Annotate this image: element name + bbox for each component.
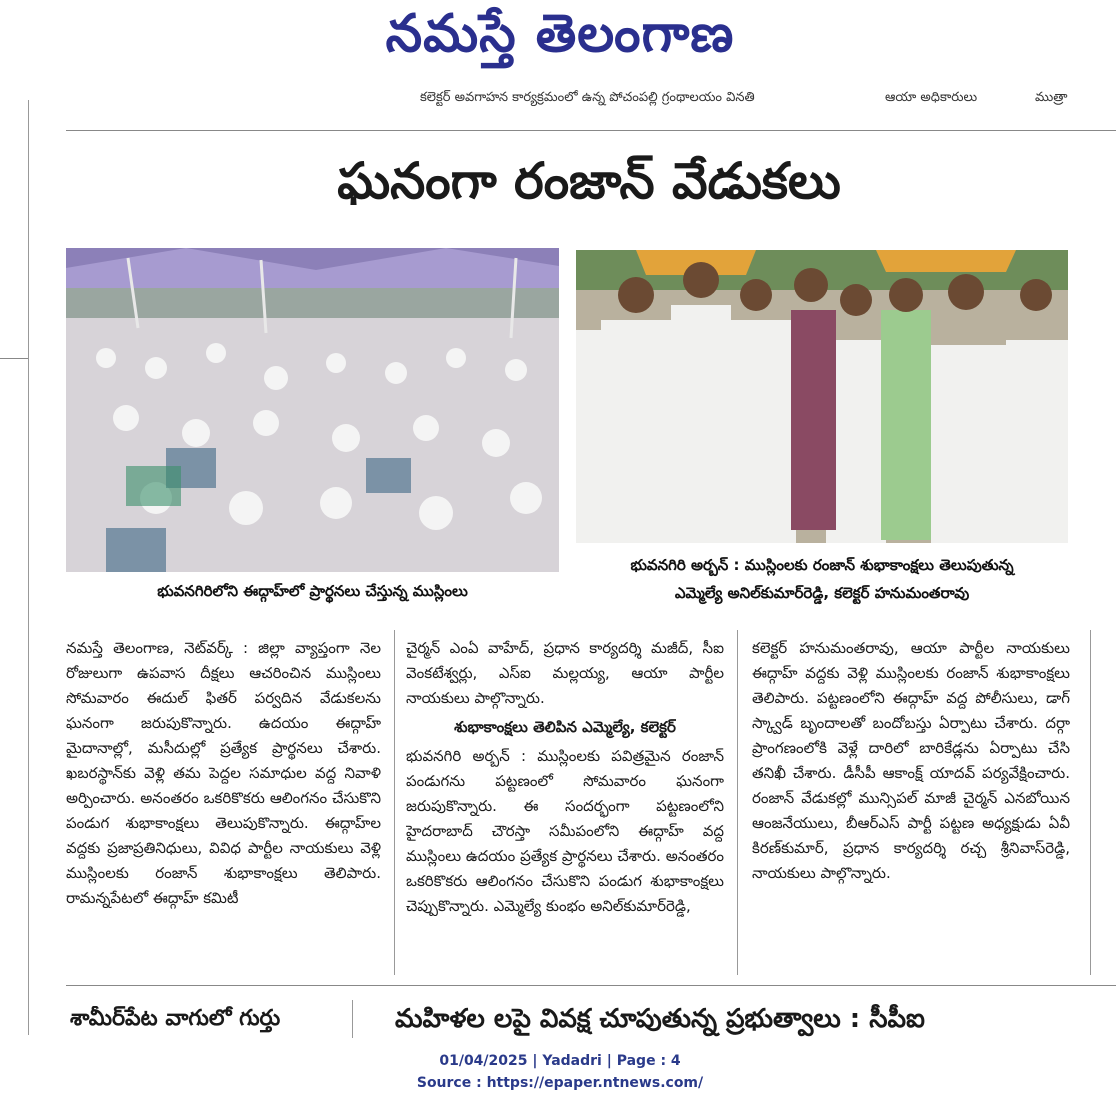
- article-headline: ఘనంగా రంజాన్ వేడుకలు: [337, 152, 841, 210]
- photo-left-caption: భువనగిరిలోని ఈద్గాహ్‌లో ప్రార్థనలు చేస్తున్న ముస్లింలు: [157, 582, 468, 600]
- footer-date-edition: 01/04/2025 | Yadadri | Page : 4: [439, 1053, 681, 1069]
- article-subheading: శుభాకాంక్షలు తెలిపిన ఎమ్మెల్యే, కలెక్టర్: [454, 718, 676, 736]
- teaser-3: ముత్రా: [1035, 90, 1068, 105]
- bottom-column-rule: [352, 1000, 353, 1038]
- article-column-3: [752, 636, 1070, 972]
- photo-right-caption-line2: ఎమ్మెల్యే అనిల్‌కుమార్‌రెడ్డి, కలెక్టర్ హనుమంతరావు: [674, 584, 970, 602]
- article-column-2: [406, 636, 724, 972]
- next-story-left-headline: శామీర్‌పేట వాగులో గుర్తు: [70, 1006, 281, 1031]
- photo-right-caption-line1: భువనగిరి అర్బన్ : ముస్లింలకు రంజాన్ శుభాకాంక్షలు తెలుపుతున్న: [630, 556, 1014, 574]
- group-photo-image: [576, 250, 1068, 543]
- footer-source: Source : https://epaper.ntnews.com/: [416, 1075, 704, 1091]
- column-1-text: నమస్తే తెలంగాణ, నెట్‌వర్క్ : జిల్లా వ్యాప్తంగా నెల రోజులుగా ఉపవాస దీక్షలు ఆచరించిన ముస్లింలు సోమవారం ఈదుల్ ఫితర్ పర్వదిన వేడుకలను ఘనంగా జరుపుకొన్నారు. ఉదయం ఈద్గాహ్ మైదానాల్లో, మసీదుల్లో ప్రత్యేక ప్రార్థనలు చేశారు. ఖబరస్థాన్‌కు వెళ్లి తమ పెద్దల సమాధుల వద్ద నివాళి అర్పించారు. అనంతరం ఒకరికొకరు ఆలింగనం చేసుకొని పండుగ శుభాకాంక్షలు తెలుపుకొన్నారు. ఈద్గాహ్‌ల వద్దకు ప్రజాప్రతినిధులు, వివిధ పార్టీల నాయకులు వెళ్లి ముస్లింలకు రంజాన్ శుభాకాంక్షలు తెలిపారు. రామన్నపేటలో ఈద్గాహ్ కమిటీ: [66, 639, 381, 907]
- photo-eidgah-prayers: [66, 248, 559, 572]
- left-margin-tick: [0, 358, 28, 359]
- masthead: [0, 0, 1120, 80]
- left-margin-rule: [28, 100, 29, 1035]
- next-story-right-headline: మహిళల లపై వివక్ష చూపుతున్న ప్రభుత్వాలు : సీపీఐ: [395, 1004, 925, 1034]
- top-rule: [66, 130, 1116, 131]
- column-2-text-b: భువనగిరి అర్బన్ : ముస్లింలకు పవిత్రమైన రంజాన్ పండుగను పట్టణంలో సోమవారం ఘనంగా జరుపుకొన్నారు. ఈ సందర్భంగా పట్టణంలోని హైదరాబాద్ చౌరస్తా సమీపంలోని ఈద్గాహ్ వద్ద ముస్లింలు ఉదయం ప్రత్యేక ప్రార్థనలు చేశారు. అనంతరం ఒకరికొకరు ఆలింగనం చేసుకొని పండుగ శుభాకాంక్షలు చెప్పుకొన్నారు. ఎమ్మెల్యే కుంభం అనిల్‌కుమార్‌రెడ్డి,: [406, 747, 724, 915]
- column-rule-2: [737, 630, 738, 975]
- column-2-text-a: చైర్మన్ ఎంఏ వాహేద్, ప్రధాన కార్యదర్శి మజీద్, సీఐ వెంకటేశ్వర్లు, ఎస్‌ఐ మల్లయ్య, ఆయా పార్టీల నాయకులు పాల్గొన్నారు.: [406, 639, 724, 707]
- column-rule-3: [1090, 630, 1091, 975]
- crowd-photo-image: [66, 248, 559, 572]
- teaser-1: కలెక్టర్ అవగాహన కార్యక్రమంలో ఉన్న పోచంపల్లి గ్రంథాలయం వినతి: [420, 90, 755, 105]
- column-rule-1: [394, 630, 395, 975]
- bottom-rule: [66, 985, 1116, 986]
- newspaper-logo: నమస్తే తెలంగాణ: [385, 4, 735, 64]
- article-column-1: [66, 636, 381, 972]
- photo-mla-greetings: [576, 250, 1068, 543]
- teaser-2: ఆయా అధికారులు: [885, 90, 978, 105]
- column-3-text: కలెక్టర్ హనుమంతరావు, ఆయా పార్టీల నాయకులు ఈద్గాహ్ వద్దకు వెళ్లి ముస్లింలకు రంజాన్ శుభాకాంక్షలు తెలిపారు. పట్టణంలోని ఈద్గాహ్ వద్ద పోలీసులు, డాగ్ స్క్వాడ్ బృందాలతో బందోబస్తు ఏర్పాటు చేశారు. దర్గా ప్రాంగణంలోకి వెళ్లే దారిలో బారికేడ్లను ఏర్పాటు చేసి తనిఖీ చేశారు. డీసీపీ ఆకాంక్ష్ యాదవ్ పర్యవేక్షించారు. రంజాన్ వేడుకల్లో మున్సిపల్ మాజీ చైర్మన్ ఎనబోయిన ఆంజనేయులు, బీఆర్‌ఎస్ పార్టీ పట్టణ అధ్యక్షుడు ఏవీ కిరణ్‌కుమార్, ప్రధాన కార్యదర్శి రచ్చ శ్రీనివాస్‌రెడ్డి, నాయకులు పాల్గొన్నారు.: [752, 639, 1070, 882]
